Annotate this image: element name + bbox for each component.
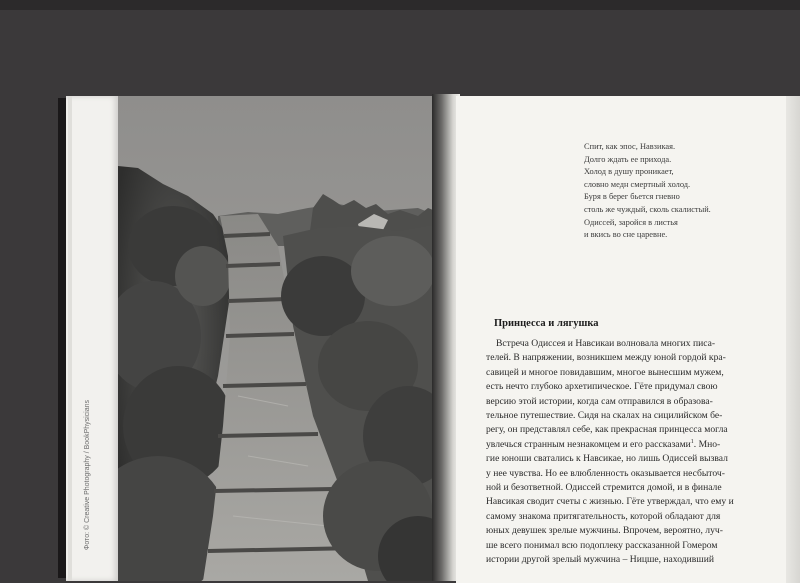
body-line: самому знакома притягательность, которой обладают для: [486, 510, 721, 522]
poem-line: Одиссей, заройся в листья: [584, 217, 678, 227]
footnote-marker: 1: [690, 438, 694, 445]
body-line: у нее чувства. Но ее влюбленность оказывается несбыточ-: [486, 467, 725, 479]
left-page-stack-edge: [68, 96, 72, 581]
section-title: Принцесса и лягушка: [494, 318, 599, 329]
stone-stairs-photo: [118, 96, 438, 581]
poem-line: Буря в берег бьется гневно: [584, 192, 680, 202]
poem-epigraph: [584, 141, 784, 242]
body-line: ной и безответной. Одиссей стремится домой, и в финале: [486, 482, 722, 494]
body-line: Навсикая сводит счеты с жизнью. Гёте утверждал, что ему и: [486, 496, 734, 508]
body-line: Встреча Одиссея и Навсикаи волновала многих писа-: [496, 338, 716, 349]
photo-credit: Фото: © Creative Photography / BookPhysicians: [84, 399, 91, 550]
poem-line: столь же чуждый, сколь скалистый.: [584, 204, 711, 214]
stone-stairs-photo-graphic: [118, 96, 438, 581]
body-line: тельное путешествие. Сидя на скалах на сицилийском бе-: [486, 410, 723, 422]
body-line: телей. В напряжении, возникшем между юной гордой кра-: [486, 352, 726, 364]
body-line: [486, 438, 768, 452]
poem-line: и вкись во сне царевне.: [584, 230, 668, 240]
body-line: юных девушек зрелые мужчины. Впрочем, вероятно, луч-: [486, 525, 723, 537]
poem-line: Долго ждать ее прихода.: [584, 154, 672, 164]
body-line-tail: . Мно-: [693, 438, 721, 450]
body-line: гие юноши сватались к Навсикае, но лишь Одиссей вызвал: [486, 453, 728, 465]
body-line: есть нечто глубоко архетипическое. Гёте придумал свою: [486, 381, 718, 393]
body-line: истории другой зрелый мужчина – Ницше, находивший: [486, 554, 714, 566]
body-line: ше всего понимал всю подоплеку рассказанной Гомером: [486, 539, 718, 551]
poem-line: Холод в душу проникает,: [584, 167, 674, 177]
body-paragraph: [486, 337, 768, 568]
poem-line: словно медн смертный холод.: [584, 179, 691, 189]
body-line: регу, он представлял себе, как прекрасная принцесса могла: [486, 424, 728, 436]
body-line-text: увлечься странным незнакомцем и его рассказами: [486, 438, 691, 450]
body-line: версию этой истории, когда сам отправился в образова-: [486, 395, 713, 407]
body-line: савицей и многое повидавшим, многое вынесшим мужем,: [486, 366, 724, 378]
right-page-stack-edge: [786, 96, 800, 583]
scanner-top-border: [0, 0, 800, 10]
poem-line: Спит, как эпос, Навзикая.: [584, 142, 676, 151]
left-page-margin: [66, 96, 118, 581]
